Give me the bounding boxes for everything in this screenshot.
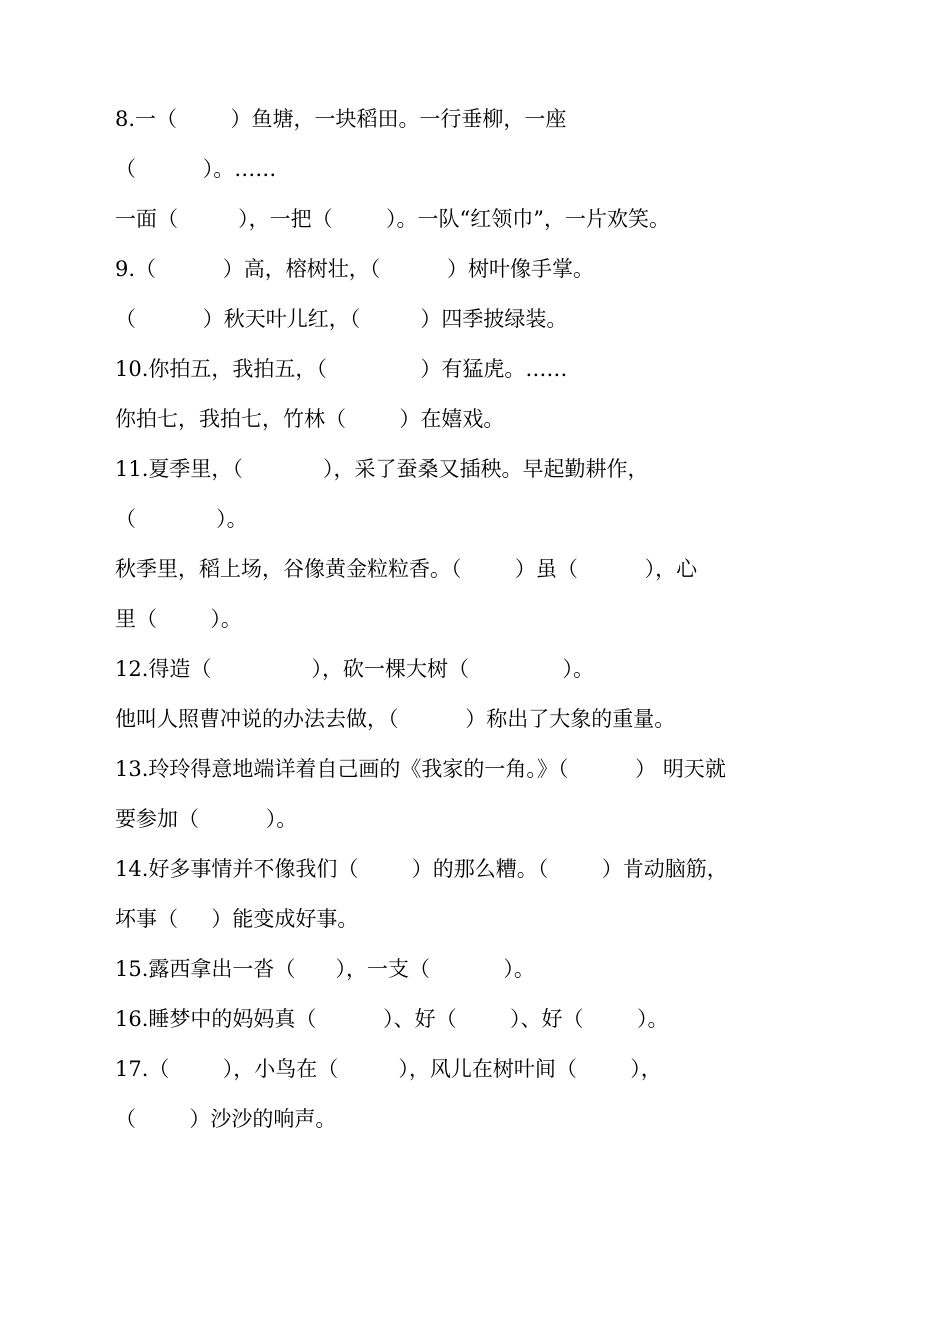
question-16-line-1: 16.睡梦中的妈妈真（ ）、好（ ）、好（ ）。 xyxy=(115,1007,669,1031)
question-8-line-2: （ ）。…… xyxy=(115,157,277,181)
question-11-line-1: 11.夏季里，（ ），采了蚕桑又插秧。早起勤耕作， xyxy=(115,457,649,481)
question-15-line-1: 15.露西拿出一沓（ ），一支（ ）。 xyxy=(115,957,535,981)
question-11-line-4: 里（ ）。 xyxy=(115,607,242,631)
question-14-line-2: 坏事（ ）能变成好事。 xyxy=(115,907,359,931)
question-11-line-3: 秋季里，稻上场，谷像黄金粒粒香。（ ）虽（ ），心 xyxy=(115,557,698,581)
question-13-line-2: 要参加（ ）。 xyxy=(115,807,298,831)
question-10-line-1: 10.你拍五，我拍五，（ ）有猛虎。…… xyxy=(115,357,568,381)
question-8-line-3: 一面（ ），一把（ ）。一队“红领巾”，一片欢笑。 xyxy=(115,207,670,231)
question-12-line-1: 12.得造（ ），砍一棵大树（ ）。 xyxy=(115,657,594,681)
question-9-line-1: 9.（ ）高，榕树壮，（ ）树叶像手掌。 xyxy=(115,257,595,281)
question-14-line-1: 14.好多事情并不像我们（ ）的那么糟。（ ）肯动脑筋， xyxy=(115,857,728,881)
question-10-line-2: 你拍七，我拍七，竹林（ ）在嬉戏。 xyxy=(115,407,505,431)
question-17-line-1: 17.（ ），小鸟在（ ），风儿在树叶间（ ）， xyxy=(115,1057,662,1081)
question-8-line-1: 8.一（ ）鱼塘，一块稻田。一行垂柳，一座 xyxy=(115,107,567,131)
question-12-line-2: 他叫人照曹冲说的办法去做，（ ）称出了大象的重量。 xyxy=(115,707,676,731)
question-11-line-2: （ ）。 xyxy=(115,507,248,531)
question-13-line-1: 13.玲玲得意地端详着自己画的《我家的一角。》（ ） 明天就 xyxy=(115,757,726,781)
question-9-line-2: （ ）秋天叶儿红，（ ）四季披绿装。 xyxy=(115,307,568,331)
question-17-line-2: （ ）沙沙的响声。 xyxy=(115,1107,337,1131)
